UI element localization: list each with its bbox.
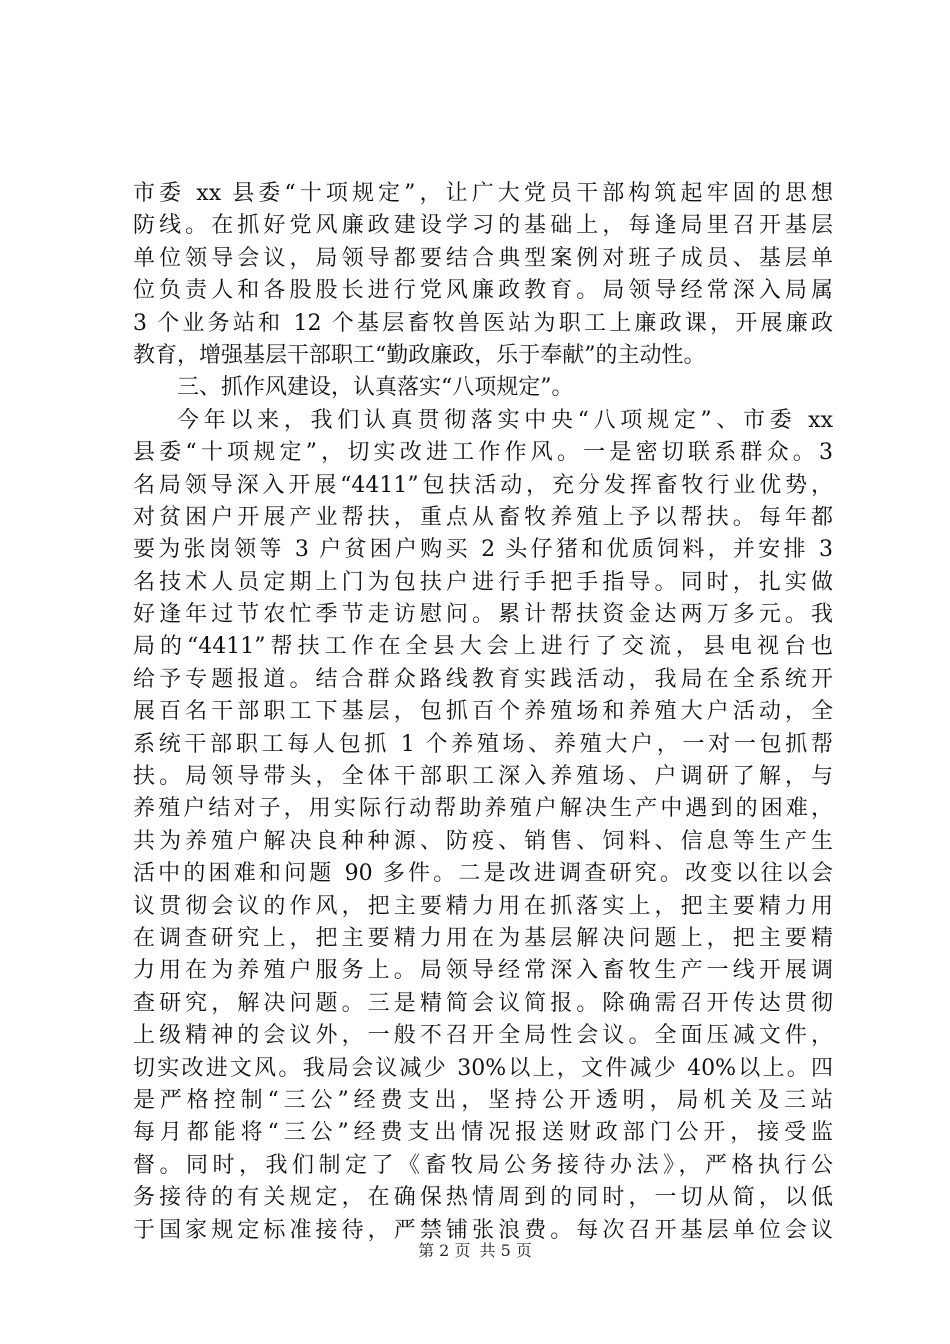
text-line: 督。同时，我们制定了《畜牧局公务接待办法》，严格执行公: [133, 1152, 833, 1178]
text-line: 于国家规定标准接待，严禁铺张浪费。每次召开基层单位会议: [133, 1217, 833, 1243]
text-line: 县委“十项规定”，切实改进工作作风。一是密切联系群众。3: [133, 440, 833, 466]
text-line: 市委 xx 县委“十项规定”，让广大党员干部构筑起牢固的思想: [133, 181, 833, 206]
text-line: 位负责人和各股股长进行党风廉政教育。局领导经常深入局属: [133, 278, 833, 304]
text-line: 展百名干部职工下基层，包抓百个养殖场和养殖大户活动，全: [133, 699, 833, 725]
page-footer: [0, 1238, 950, 1261]
text-line: 切实改进文风。我局会议减少 30%以上，文件减少 40%以上。四: [133, 1055, 833, 1081]
text-line: 议贯彻会议的作风，把主要精力用在抓落实上，把主要精力用: [133, 893, 833, 919]
text-line: 共为养殖户解决良种种源、防疫、销售、饲料、信息等生产生: [133, 828, 833, 854]
text-line: 是严格控制“三公”经费支出，坚持公开透明，局机关及三站: [133, 1087, 833, 1113]
text-line: 上级精神的会议外，一般不召开全局性会议。全面压减文件，: [133, 1023, 833, 1049]
text-line: 3 个业务站和 12 个基层畜牧兽医站为职工上廉政课，开展廉政: [133, 310, 833, 336]
total-pages: 共 5 页: [479, 1241, 532, 1260]
text-line: 系统干部职工每人包抓 1 个养殖场、养殖大户，一对一包抓帮: [133, 731, 833, 757]
text-line: 查研究，解决问题。三是精简会议简报。除确需召开传达贯彻: [133, 990, 833, 1016]
text-line: 养殖户结对子，用实际行动帮助养殖户解决生产中遇到的困难，: [133, 796, 833, 822]
text-line: 扶。局领导带头，全体干部职工深入养殖场、户调研了解，与: [133, 764, 833, 790]
text-line: 今年以来，我们认真贯彻落实中央“八项规定”、市委 xx: [177, 407, 833, 433]
text-line: 要为张岗领等 3 户贫困户购买 2 头仔猪和优质饲料，并安排 3: [133, 537, 833, 563]
text-line: 防线。在抓好党风廉政建设学习的基础上，每逢局里召开基层: [133, 213, 833, 239]
text-line: 活中的困难和问题 90 多件。二是改进调查研究。改变以往以会: [133, 861, 833, 887]
text-line: 在调查研究上，把主要精力用在为基层解决问题上，把主要精: [133, 925, 833, 951]
page-number: 第 2 页: [418, 1241, 471, 1260]
text-line: 力用在为养殖户服务上。局领导经常深入畜牧生产一线开展调: [133, 958, 833, 984]
text-line: 单位领导会议，局领导都要结合典型案例对班子成员、基层单: [133, 245, 833, 271]
text-line: 每月都能将“三公”经费支出情况报送财政部门公开，接受监: [133, 1120, 833, 1146]
text-line: 教育，增强基层干部职工“勤政廉政，乐于奉献”的主动性。: [133, 342, 706, 368]
document-body: [133, 178, 833, 1247]
section-heading: 三、抓作风建设，认真落实“八项规定”。: [177, 375, 574, 401]
text-line: 给予专题报道。结合群众路线教育实践活动，我局在全系统开: [133, 666, 833, 692]
text-line: 名局领导深入开展“4411”包扶活动，充分发挥畜牧行业优势，: [133, 472, 833, 498]
text-line: 名技术人员定期上门为包扶户进行手把手指导。同时，扎实做: [133, 569, 833, 595]
text-line: 务接待的有关规定，在确保热情周到的同时，一切从简，以低: [133, 1185, 833, 1211]
text-line: 好逢年过节农忙季节走访慰问。累计帮扶资金达两万多元。我: [133, 602, 833, 628]
text-line: 对贫困户开展产业帮扶，重点从畜牧养殖上予以帮扶。每年都: [133, 504, 833, 530]
text-line: 局的“4411”帮扶工作在全县大会上进行了交流，县电视台也: [133, 634, 833, 660]
